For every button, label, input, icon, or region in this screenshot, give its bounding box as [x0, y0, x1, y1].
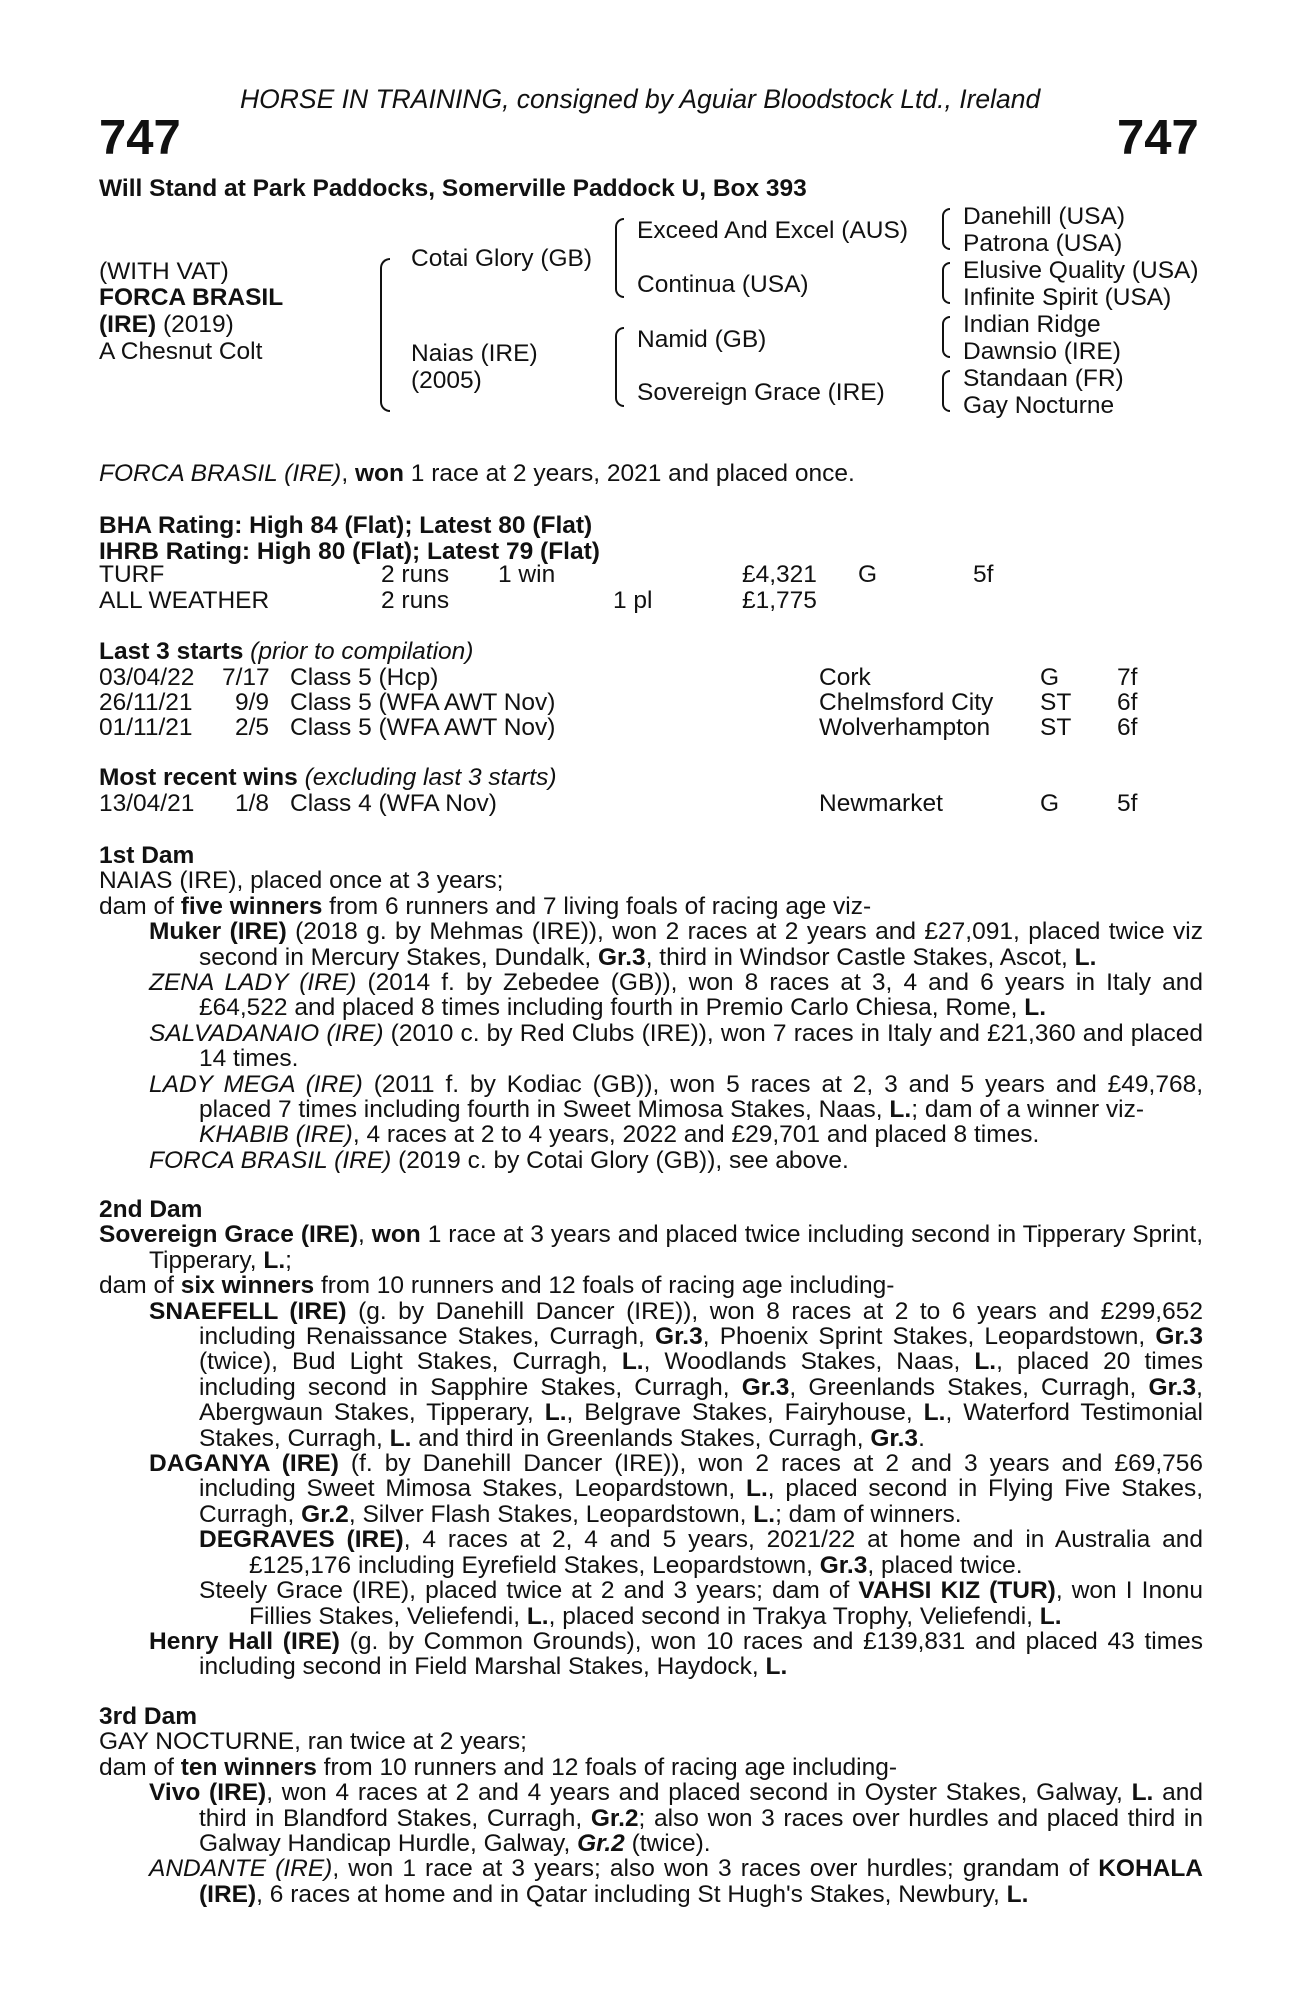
- text: , 4 races at 2 to 4 years, 2022 and £29,701 and placed 8 times.: [352, 1121, 1040, 1149]
- text: , won 4 races at 2 and 4 years and placed second in Oyster Stakes, Galway,: [266, 1779, 1132, 1807]
- text: ; dam of a winner viz-: [911, 1096, 1145, 1124]
- text: (twice), Bud Light Stakes, Curragh,: [199, 1348, 622, 1376]
- listed: L.: [263, 1246, 286, 1274]
- winners-count: five winners: [180, 892, 323, 920]
- text: from 10 runners and 12 foals of racing age including-: [316, 1753, 898, 1781]
- produce-name: FORCA BRASIL (IRE): [149, 1146, 392, 1174]
- date: 01/11/21: [99, 714, 193, 741]
- grade: Gr.3: [741, 1373, 790, 1401]
- listed: L.: [753, 1500, 776, 1528]
- produce-name: DAGANYA (IRE): [149, 1450, 339, 1478]
- pedigree-brace-g3: [942, 316, 950, 358]
- listed: L.: [889, 1096, 912, 1124]
- bha-rating: BHA Rating: High 84 (Flat); Latest 80 (Flat): [99, 512, 593, 539]
- produce-sub-entry: [199, 1527, 1203, 1578]
- text: , won 1 race at 3 years; also won 3 races over hurdles; grandam of: [332, 1855, 1099, 1883]
- surface: TURF: [99, 561, 165, 588]
- summary-text: 1 race at 2 years, 2021 and placed once.: [403, 460, 855, 487]
- text: from 6 runners and 7 living foals of racing age viz-: [322, 892, 872, 920]
- listed: L.: [544, 1399, 567, 1427]
- pedigree-g4: Infinite Spirit (USA): [963, 284, 1172, 311]
- text: , won I Inonu Fillies Stakes, Veliefendi,: [249, 1577, 1203, 1630]
- text: ; also won 3 races over hurdles and placed third in Galway Handicap Hurdle, Galway,: [199, 1804, 1203, 1858]
- summary-name: FORCA BRASIL (IRE): [99, 460, 342, 487]
- position: 2/5: [235, 714, 270, 741]
- produce-entry: [149, 970, 1203, 1021]
- recent-wins-heading: [99, 765, 556, 791]
- distance: 5f: [1117, 790, 1138, 817]
- distance: 6f: [1117, 689, 1138, 716]
- listed: L.: [746, 1475, 768, 1503]
- listed: L.: [526, 1602, 549, 1630]
- grand-produce-name: KOHALA (IRE): [199, 1855, 1203, 1908]
- pedigree-brace-dam: [615, 327, 624, 407]
- text: (2011 f. by Kodiac (GB)), won 5 races at 2, 3 and 5 years and £49,768, placed 7 times including fourth in Sweet Mimosa Stakes, Naas,: [199, 1070, 1203, 1124]
- listed: L.: [765, 1653, 788, 1681]
- second-dam-line: [99, 1222, 1203, 1273]
- pedigree-g8: Gay Nocturne: [963, 392, 1115, 419]
- grade: Gr.3: [1155, 1323, 1203, 1351]
- winners-count: six winners: [180, 1272, 315, 1300]
- horse-year: (2019): [156, 311, 234, 338]
- listed: L.: [1039, 1602, 1062, 1630]
- produce-entry: [149, 1780, 1203, 1856]
- pedigree-dam: Naias (IRE): [411, 340, 538, 367]
- produce-name: SALVADANAIO (IRE): [149, 1019, 384, 1047]
- recent-wins-title: Most recent wins: [99, 764, 298, 791]
- lot-number-right: 747: [1117, 111, 1199, 165]
- text: and third in Blandford Stakes, Curragh,: [199, 1779, 1203, 1832]
- grade: Gr.3: [598, 943, 646, 971]
- going: G: [1040, 790, 1060, 817]
- last-starts-note: (prior to compilation): [243, 638, 474, 665]
- listed: L.: [974, 1348, 997, 1376]
- going: G: [858, 561, 878, 588]
- text: (2014 f. by Zebedee (GB)), won 8 races at 3, 4 and 6 years in Italy and £64,522 and placed 8 times including fourth in Premio Carlo Chiesa, Rome,: [199, 969, 1203, 1022]
- text: , Belgrave Stakes, Fairyhouse,: [566, 1399, 924, 1427]
- grade: Gr.2: [577, 1830, 625, 1858]
- produce-sub-entry: [199, 1578, 1203, 1629]
- grade: Gr.2: [301, 1500, 349, 1528]
- text: , placed 20 times including second in Sapphire Stakes, Curragh,: [199, 1348, 1203, 1401]
- text: , third in Windsor Castle Stakes, Ascot,: [645, 943, 1075, 971]
- runs: 2 runs: [381, 561, 450, 588]
- position: 9/9: [235, 689, 270, 716]
- produce-name: LADY MEGA (IRE): [149, 1070, 363, 1098]
- pedigree-sire: Cotai Glory (GB): [411, 245, 593, 272]
- produce-entry: [149, 1629, 1203, 1680]
- listed: L.: [923, 1399, 946, 1427]
- horse-name: FORCA BRASIL: [99, 284, 284, 311]
- pedigree-dam-year: (2005): [411, 367, 482, 394]
- first-dam-heading: 1st Dam: [99, 842, 195, 869]
- recent-wins-note: (excluding last 3 starts): [297, 764, 557, 791]
- text: from 10 runners and 12 foals of racing age including-: [314, 1272, 895, 1300]
- summary-won: won: [354, 460, 404, 487]
- produce-entry: [149, 1072, 1203, 1123]
- race-summary: FORCA BRASIL (IRE), won 1 race at 2 years, 2021 and placed once.: [99, 460, 855, 487]
- pedigree-dam-dam: Sovereign Grace (IRE): [637, 379, 885, 406]
- grade: Gr.3: [655, 1323, 703, 1351]
- text: (2018 g. by Mehmas (IRE)), won 2 races at 2 years and £27,091, placed twice viz second in Mercury Stakes, Dundalk,: [199, 918, 1203, 971]
- produce-entry: [149, 1451, 1203, 1527]
- text: (f. by Danehill Dancer (IRE)), won 2 races at 2 and 3 years and £69,756 including Sweet Mimosa Stakes, Leopardstown,: [199, 1450, 1204, 1503]
- produce-name: VAHSI KIZ (TUR): [858, 1577, 1056, 1605]
- pedigree-brace-sire: [615, 218, 624, 298]
- text: ; dam of winners.: [775, 1500, 962, 1528]
- pedigree-brace-g4: [942, 370, 950, 412]
- first-dam-produce-line: [99, 894, 1203, 919]
- distance: 7f: [1117, 664, 1138, 691]
- text: , 4 races at 2, 4 and 5 years, 2021/22 at home and in Australia and £125,176 including Eyrefield Stakes, Leopardstown,: [249, 1526, 1203, 1579]
- course: Chelmsford City: [819, 689, 994, 716]
- text: , Waterford Testimonial Stakes, Curragh,: [199, 1399, 1203, 1452]
- text: , 6 races at home and in Qatar including St Hugh's Stakes, Newbury,: [256, 1880, 1007, 1908]
- text: (2019 c. by Cotai Glory (GB)), see above.: [391, 1146, 849, 1174]
- course: Wolverhampton: [819, 714, 991, 741]
- text: (g. by Common Grounds), won 10 races and £139,831 and placed 43 times including second in Field Marshal Stakes, Haydock,: [199, 1627, 1204, 1681]
- distance: 6f: [1117, 714, 1138, 741]
- placed: 1 pl: [613, 587, 653, 614]
- text: , Greenlands Stakes, Curragh,: [789, 1373, 1149, 1401]
- surface: ALL WEATHER: [99, 587, 270, 614]
- course: Cork: [819, 664, 871, 691]
- pedigree-brace-main: [380, 258, 390, 412]
- text: dam of: [99, 1753, 181, 1781]
- race: Class 5 (WFA AWT Nov): [290, 689, 556, 716]
- runs: 2 runs: [381, 587, 450, 614]
- going: ST: [1040, 689, 1072, 716]
- produce-name: ANDANTE (IRE): [149, 1855, 333, 1883]
- race: Class 5 (WFA AWT Nov): [290, 714, 556, 741]
- grade: Gr.2: [590, 1804, 639, 1832]
- pedigree-brace-g2: [942, 262, 950, 304]
- produce-name: Henry Hall (IRE): [149, 1627, 340, 1655]
- race: Class 5 (Hcp): [290, 664, 439, 691]
- position: 7/17: [222, 664, 270, 691]
- produce-name: ZENA LADY (IRE): [149, 969, 357, 997]
- listed: L.: [1006, 1880, 1029, 1908]
- produce-entry: [149, 919, 1203, 970]
- text: ,: [358, 1221, 372, 1249]
- horse-origin: (IRE): [99, 311, 157, 338]
- first-dam-section: [99, 843, 1203, 1173]
- dam-name: Sovereign Grace (IRE): [99, 1221, 358, 1249]
- going: ST: [1040, 714, 1072, 741]
- pedigree-g2: Patrona (USA): [963, 230, 1123, 257]
- won-label: won: [371, 1221, 421, 1249]
- text: (twice).: [624, 1830, 711, 1858]
- winners-count: ten winners: [180, 1753, 317, 1781]
- produce-name: DEGRAVES (IRE): [199, 1526, 404, 1554]
- text: , placed twice.: [867, 1551, 1023, 1579]
- third-dam-section: [99, 1704, 1203, 1907]
- horse-origin-year: [99, 312, 234, 338]
- text: dam of: [99, 892, 181, 920]
- text: , Woodlands Stakes, Naas,: [643, 1348, 975, 1376]
- date: 26/11/21: [99, 689, 193, 716]
- produce-name: KHABIB (IRE): [199, 1121, 353, 1149]
- position: 1/8: [235, 790, 270, 817]
- text: , placed second in Trakya Trophy, Veliefendi,: [548, 1602, 1040, 1630]
- produce-entry: [149, 1021, 1203, 1072]
- last-starts-title: Last 3 starts: [99, 638, 244, 665]
- stabling-line: Will Stand at Park Paddocks, Somerville Paddock U, Box 393: [99, 175, 807, 202]
- produce-name: Vivo (IRE): [149, 1779, 267, 1807]
- produce-entry: [149, 1148, 1203, 1173]
- text: , Abergwaun Stakes, Tipperary,: [199, 1373, 1203, 1427]
- text: , Silver Flash Stakes, Leopardstown,: [348, 1500, 754, 1528]
- grade: Gr.3: [819, 1551, 868, 1579]
- text: .: [918, 1424, 925, 1452]
- vat-note: (WITH VAT): [99, 258, 229, 285]
- pedigree-sire-dam: Continua (USA): [637, 271, 809, 298]
- horse-description: A Chesnut Colt: [99, 338, 263, 365]
- listed: L.: [389, 1424, 412, 1452]
- second-dam-section: [99, 1197, 1203, 1680]
- pedigree-g6: Dawnsio (IRE): [963, 338, 1121, 365]
- date: 03/04/22: [99, 664, 195, 691]
- listed: L.: [1024, 994, 1047, 1022]
- second-dam-produce-line: [99, 1273, 1203, 1298]
- text: dam of: [99, 1272, 181, 1300]
- pedigree-g1: Danehill (USA): [963, 203, 1126, 230]
- going: G: [1040, 664, 1060, 691]
- text: Steely Grace (IRE), placed twice at 2 and 3 years; dam of: [199, 1577, 859, 1605]
- produce-name: SNAEFELL (IRE): [149, 1297, 347, 1325]
- third-dam-heading: 3rd Dam: [99, 1703, 198, 1730]
- text: (2010 c. by Red Clubs (IRE)), won 7 races in Italy and £21,360 and placed 14 times.: [199, 1019, 1203, 1073]
- first-dam-line: NAIAS (IRE), placed once at 3 years;: [99, 867, 504, 895]
- produce-sub-entry: [199, 1122, 1203, 1147]
- text: and third in Greenlands Stakes, Curragh,: [411, 1424, 871, 1452]
- produce-name: Muker (IRE): [149, 918, 287, 946]
- consignor-line: HORSE IN TRAINING, consigned by Aguiar Bloodstock Ltd., Ireland: [240, 84, 1041, 114]
- pedigree-g7: Standaan (FR): [963, 365, 1124, 392]
- pedigree-g3: Elusive Quality (USA): [963, 257, 1199, 284]
- text: 1 race at 3 years and placed twice including second in Tipperary Sprint, Tipperary,: [149, 1221, 1203, 1274]
- produce-entry: [149, 1299, 1203, 1451]
- listed: L.: [621, 1348, 644, 1376]
- third-dam-line: GAY NOCTURNE, ran twice at 2 years;: [99, 1728, 527, 1756]
- grade: Gr.3: [1148, 1373, 1197, 1401]
- text: , Phoenix Sprint Stakes, Leopardstown,: [702, 1323, 1156, 1351]
- last-starts-heading: [99, 639, 473, 665]
- second-dam-heading: 2nd Dam: [99, 1196, 203, 1223]
- listed: L.: [1131, 1779, 1154, 1807]
- grade: Gr.3: [870, 1424, 919, 1452]
- pedigree-brace-g1: [942, 208, 950, 250]
- pedigree-sire-sire: Exceed And Excel (AUS): [637, 217, 908, 244]
- third-dam-produce-line: [99, 1755, 1203, 1780]
- text: (g. by Danehill Dancer (IRE)), won 8 races at 2 to 6 years and £299,652 including Renaissance Stakes, Curragh,: [199, 1297, 1203, 1351]
- ihrb-rating: IHRB Rating: High 80 (Flat); Latest 79 (Flat): [99, 538, 600, 565]
- produce-entry: [149, 1856, 1203, 1907]
- course: Newmarket: [819, 790, 943, 817]
- date: 13/04/21: [99, 790, 195, 817]
- listed: L.: [1074, 943, 1097, 971]
- text: ;: [285, 1246, 292, 1274]
- race: Class 4 (WFA Nov): [290, 790, 497, 817]
- prize: £4,321: [742, 561, 817, 588]
- distance: 5f: [973, 561, 994, 588]
- prize: £1,775: [742, 587, 817, 614]
- pedigree-dam-sire: Namid (GB): [637, 326, 767, 353]
- text: , placed second in Flying Five Stakes, Curragh,: [199, 1475, 1203, 1528]
- lot-number-left: 747: [99, 111, 181, 165]
- pedigree-g5: Indian Ridge: [963, 311, 1101, 338]
- wins: 1 win: [498, 561, 556, 588]
